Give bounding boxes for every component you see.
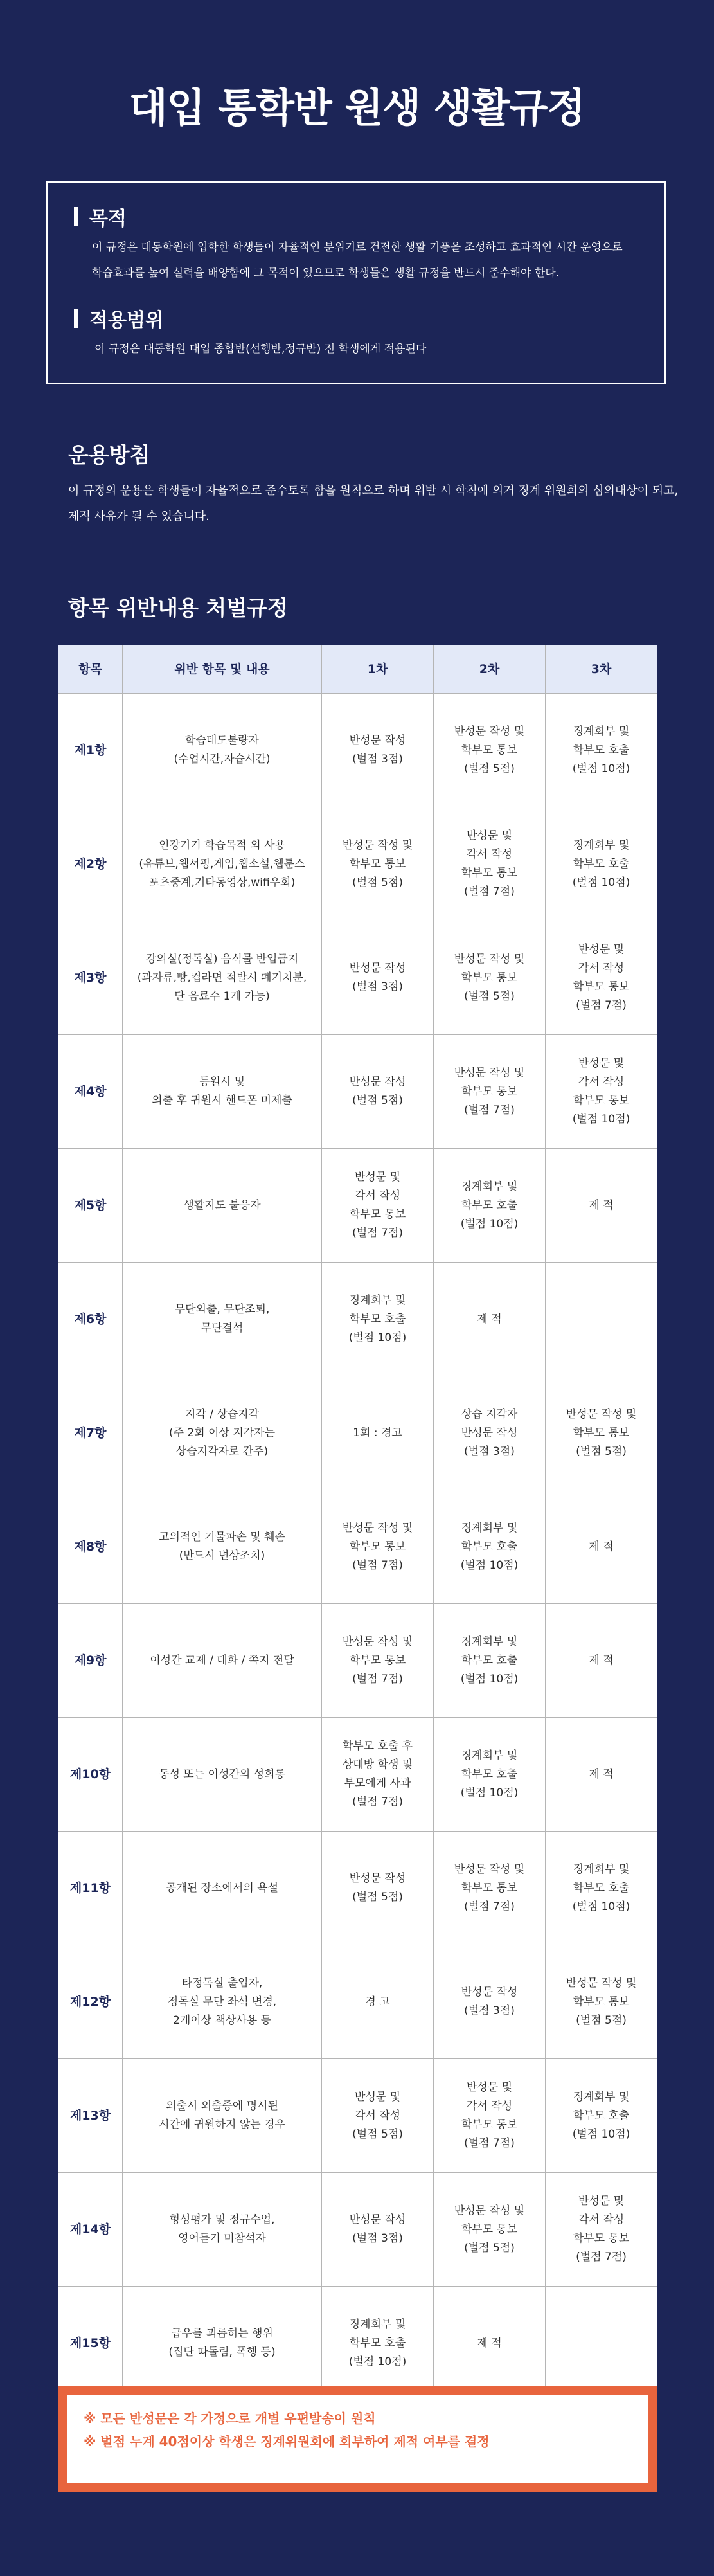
third-offense-cell: 징계회부 및 학부모 호출 (벌점 10점) bbox=[546, 694, 657, 807]
scope-heading bbox=[74, 304, 164, 332]
row-number-cell: 제5항 bbox=[58, 1149, 123, 1263]
second-offense-cell: 반성문 작성 및 학부모 통보 (벌점 7점) bbox=[434, 1035, 546, 1149]
violation-cell: 외출시 외출증에 명시된 시간에 귀원하지 않는 경우 bbox=[123, 2059, 322, 2173]
second-offense-cell: 제 적 bbox=[434, 2287, 546, 2400]
heading-bar bbox=[74, 207, 78, 226]
first-offense-cell: 징계회부 및 학부모 호출 (벌점 10점) bbox=[322, 2287, 434, 2400]
first-offense-cell: 반성문 작성 및 학부모 통보 (벌점 7점) bbox=[322, 1604, 434, 1718]
violation-cell: 학습태도불량자 (수업시간,자습시간) bbox=[123, 694, 322, 807]
purpose-scope-box bbox=[46, 181, 666, 384]
purpose-text-line: 학습효과를 높여 실력을 배양함에 그 목적이 있으므로 학생들은 생활 규정을 반드시 준수해야 한다. bbox=[92, 267, 560, 280]
violation-cell: 지각 / 상습지각 (주 2회 이상 지각자는 상습지각자로 간주) bbox=[123, 1376, 322, 1490]
violation-cell: 급우를 괴롭히는 행위 (집단 따돌림, 폭행 등) bbox=[123, 2287, 322, 2400]
table-heading: 항목 위반내용 처벌규정 bbox=[68, 595, 288, 620]
purpose-heading-text: 목적 bbox=[89, 208, 127, 230]
table-row bbox=[58, 2287, 657, 2400]
row-number-cell: 제11항 bbox=[58, 1832, 123, 1945]
column-header: 항목 bbox=[58, 645, 123, 694]
violation-cell: 강의실(정독실) 음식물 반입금지 (과자류,빵,컵라면 적발시 폐기처분, 단 음료수 1개 가능) bbox=[123, 921, 322, 1035]
page-title: 대입 통학반 원생 생활규정 bbox=[129, 84, 585, 131]
third-offense-cell: 반성문 작성 및 학부모 통보 (벌점 5점) bbox=[546, 1376, 657, 1490]
second-offense-cell: 제 적 bbox=[434, 1263, 546, 1376]
first-offense-cell: 반성문 작성 (벌점 3점) bbox=[322, 694, 434, 807]
row-number-cell: 제12항 bbox=[58, 1945, 123, 2059]
second-offense-cell: 상습 지각자 반성문 작성 (벌점 3점) bbox=[434, 1376, 546, 1490]
table-row bbox=[58, 1490, 657, 1604]
first-offense-cell: 1회 : 경고 bbox=[322, 1376, 434, 1490]
violation-cell: 동성 또는 이성간의 성희롱 bbox=[123, 1718, 322, 1832]
violation-cell: 형성평가 및 정규수업, 영어듣기 미참석자 bbox=[123, 2173, 322, 2287]
column-header: 3차 bbox=[546, 645, 657, 694]
column-header: 1차 bbox=[322, 645, 434, 694]
scope-text-line: 이 규정은 대동학원 대입 종합반(선행반,정규반) 전 학생에게 적용된다 bbox=[94, 343, 427, 356]
third-offense-cell bbox=[546, 1263, 657, 1376]
first-offense-cell: 반성문 작성 및 학부모 통보 (벌점 5점) bbox=[322, 807, 434, 921]
second-offense-cell: 징계회부 및 학부모 호출 (벌점 10점) bbox=[434, 1718, 546, 1832]
notice-box bbox=[58, 2386, 657, 2492]
violation-cell: 인강기기 학습목적 외 사용 (유튜브,웹서핑,게임,웹소설,웹툰스 포츠중계,기타동영상,wifi우회) bbox=[123, 807, 322, 921]
row-number-cell: 제9항 bbox=[58, 1604, 123, 1718]
third-offense-cell bbox=[546, 2287, 657, 2400]
first-offense-cell: 반성문 및 각서 작성 학부모 통보 (벌점 7점) bbox=[322, 1149, 434, 1263]
violation-cell: 무단외출, 무단조퇴, 무단결석 bbox=[123, 1263, 322, 1376]
purpose-heading bbox=[74, 203, 127, 231]
table-row bbox=[58, 1376, 657, 1490]
row-number-cell: 제13항 bbox=[58, 2059, 123, 2173]
column-header: 2차 bbox=[434, 645, 546, 694]
table-row bbox=[58, 1035, 657, 1149]
second-offense-cell: 반성문 및 각서 작성 학부모 통보 (벌점 7점) bbox=[434, 2059, 546, 2173]
third-offense-cell: 제 적 bbox=[546, 1718, 657, 1832]
row-number-cell: 제15항 bbox=[58, 2287, 123, 2400]
heading-bar bbox=[74, 309, 78, 328]
notice-line: ※ 벌점 누계 40점이상 학생은 징계위원회에 회부하여 제적 여부를 결정 bbox=[84, 2434, 490, 2449]
first-offense-cell: 반성문 작성 (벌점 3점) bbox=[322, 921, 434, 1035]
table-row bbox=[58, 1832, 657, 1945]
table-row bbox=[58, 1945, 657, 2059]
table-row bbox=[58, 1718, 657, 1832]
third-offense-cell: 반성문 작성 및 학부모 통보 (벌점 5점) bbox=[546, 1945, 657, 2059]
row-number-cell: 제2항 bbox=[58, 807, 123, 921]
violation-cell: 공개된 장소에서의 욕설 bbox=[123, 1832, 322, 1945]
third-offense-cell: 제 적 bbox=[546, 1490, 657, 1604]
first-offense-cell: 경 고 bbox=[322, 1945, 434, 2059]
third-offense-cell: 징계회부 및 학부모 호출 (벌점 10점) bbox=[546, 1832, 657, 1945]
table-row bbox=[58, 1263, 657, 1376]
first-offense-cell: 학부모 호출 후 상대방 학생 및 부모에게 사과 (벌점 7점) bbox=[322, 1718, 434, 1832]
policy-text-line: 제적 사유가 될 수 있습니다. bbox=[68, 510, 210, 523]
table-row bbox=[58, 2059, 657, 2173]
second-offense-cell: 반성문 및 각서 작성 학부모 통보 (벌점 7점) bbox=[434, 807, 546, 921]
table-row bbox=[58, 921, 657, 1035]
second-offense-cell: 반성문 작성 및 학부모 통보 (벌점 5점) bbox=[434, 921, 546, 1035]
third-offense-cell: 제 적 bbox=[546, 1604, 657, 1718]
first-offense-cell: 반성문 작성 (벌점 5점) bbox=[322, 1035, 434, 1149]
first-offense-cell: 반성문 작성 및 학부모 통보 (벌점 7점) bbox=[322, 1490, 434, 1604]
table-header-row bbox=[58, 645, 657, 694]
row-number-cell: 제6항 bbox=[58, 1263, 123, 1376]
row-number-cell: 제10항 bbox=[58, 1718, 123, 1832]
row-number-cell: 제1항 bbox=[58, 694, 123, 807]
table-row bbox=[58, 807, 657, 921]
violation-cell: 이성간 교제 / 대화 / 쪽지 전달 bbox=[123, 1604, 322, 1718]
second-offense-cell: 반성문 작성 (벌점 3점) bbox=[434, 1945, 546, 2059]
row-number-cell: 제4항 bbox=[58, 1035, 123, 1149]
second-offense-cell: 반성문 작성 및 학부모 통보 (벌점 5점) bbox=[434, 2173, 546, 2287]
first-offense-cell: 반성문 작성 (벌점 3점) bbox=[322, 2173, 434, 2287]
purpose-text-line: 이 규정은 대동학원에 입학한 학생들이 자율적인 분위기로 건전한 생활 기풍을 조성하고 효과적인 시간 운영으로 bbox=[92, 241, 623, 254]
third-offense-cell: 제 적 bbox=[546, 1149, 657, 1263]
row-number-cell: 제3항 bbox=[58, 921, 123, 1035]
table-row bbox=[58, 2173, 657, 2287]
violation-cell: 생활지도 불응자 bbox=[123, 1149, 322, 1263]
second-offense-cell: 징계회부 및 학부모 호출 (벌점 10점) bbox=[434, 1149, 546, 1263]
table-row bbox=[58, 694, 657, 807]
third-offense-cell: 징계회부 및 학부모 호출 (벌점 10점) bbox=[546, 807, 657, 921]
first-offense-cell: 반성문 작성 (벌점 5점) bbox=[322, 1832, 434, 1945]
scope-heading-text: 적용범위 bbox=[89, 309, 164, 332]
violation-cell: 타정독실 출입자, 정독실 무단 좌석 변경, 2개이상 책상사용 등 bbox=[123, 1945, 322, 2059]
first-offense-cell: 징계회부 및 학부모 호출 (벌점 10점) bbox=[322, 1263, 434, 1376]
second-offense-cell: 징계회부 및 학부모 호출 (벌점 10점) bbox=[434, 1490, 546, 1604]
penalty-table bbox=[58, 645, 657, 2400]
third-offense-cell: 반성문 및 각서 작성 학부모 통보 (벌점 7점) bbox=[546, 2173, 657, 2287]
third-offense-cell: 반성문 및 각서 작성 학부모 통보 (벌점 7점) bbox=[546, 921, 657, 1035]
violation-cell: 등원시 및 외출 후 귀원시 핸드폰 미제출 bbox=[123, 1035, 322, 1149]
first-offense-cell: 반성문 및 각서 작성 (벌점 5점) bbox=[322, 2059, 434, 2173]
scope-text bbox=[94, 336, 638, 362]
notice-line: ※ 모든 반성문은 각 가정으로 개별 우편발송이 원칙 bbox=[84, 2411, 376, 2426]
policy-text bbox=[68, 478, 685, 530]
second-offense-cell: 반성문 작성 및 학부모 통보 (벌점 5점) bbox=[434, 694, 546, 807]
third-offense-cell: 반성문 및 각서 작성 학부모 통보 (벌점 10점) bbox=[546, 1035, 657, 1149]
penalty-table-wrapper bbox=[58, 645, 657, 2400]
column-header: 위반 항목 및 내용 bbox=[123, 645, 322, 694]
second-offense-cell: 징계회부 및 학부모 호출 (벌점 10점) bbox=[434, 1604, 546, 1718]
row-number-cell: 제7항 bbox=[58, 1376, 123, 1490]
purpose-text bbox=[92, 235, 638, 286]
second-offense-cell: 반성문 작성 및 학부모 통보 (벌점 7점) bbox=[434, 1832, 546, 1945]
policy-heading: 운용방침 bbox=[68, 442, 150, 467]
table-row bbox=[58, 1149, 657, 1263]
row-number-cell: 제14항 bbox=[58, 2173, 123, 2287]
policy-text-line: 이 규정의 운용은 학생들이 자율적으로 준수토록 함을 원칙으로 하며 위반 시 학칙에 의거 징계 위원회의 심의대상이 되고, bbox=[68, 484, 679, 498]
row-number-cell: 제8항 bbox=[58, 1490, 123, 1604]
third-offense-cell: 징계회부 및 학부모 호출 (벌점 10점) bbox=[546, 2059, 657, 2173]
violation-cell: 고의적인 기물파손 및 훼손 (반드시 변상조치) bbox=[123, 1490, 322, 1604]
table-row bbox=[58, 1604, 657, 1718]
